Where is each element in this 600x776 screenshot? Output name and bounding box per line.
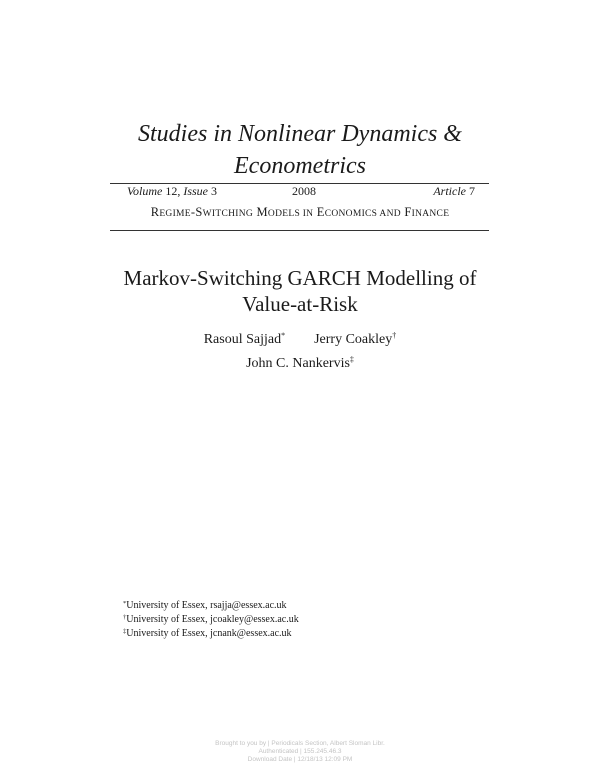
paper-title — [0, 265, 600, 317]
paper-title-line1: Markov-Switching GARCH Modelling of — [123, 266, 477, 290]
affiliation-text: University of Essex, jcnank@essex.ac.uk — [126, 628, 292, 639]
affiliation-text: University of Essex, jcoakley@essex.ac.uk — [126, 614, 299, 625]
series-w3-initial: M — [256, 205, 268, 219]
volume-number: 12 — [165, 184, 178, 198]
watermark-line3: Download Date | 12/18/13 12:09 PM — [247, 756, 353, 763]
series-w5-rest: INANCE — [411, 209, 450, 219]
series-w3-rest: ODELS IN — [267, 209, 314, 219]
series-w2-rest: WITCHING — [202, 209, 254, 219]
volume-issue: Volume 12, Issue 3 — [127, 184, 217, 198]
affiliation — [123, 624, 292, 641]
author-name: Rasoul Sajjad — [203, 332, 282, 347]
series-w1-initial: R — [150, 205, 160, 219]
series-w4-rest: CONOMICS AND — [324, 209, 401, 219]
article-value: 7 — [469, 184, 475, 198]
journal-title-line2: Econometrics — [234, 153, 366, 179]
author-name: Jerry Coakley — [314, 332, 393, 347]
affiliation-mark: ‡ — [123, 628, 127, 635]
authors-row-1 — [0, 331, 600, 348]
series-w5-initial: F — [404, 205, 412, 219]
author-name: John C. Nankervis — [246, 356, 350, 371]
issue-label: Issue — [183, 184, 208, 198]
series-title: REGIME-SWITCHING MODELS IN ECONOMICS AND FINANCE — [150, 205, 450, 219]
issue-number: 3 — [211, 184, 217, 198]
affiliation-text: University of Essex, rsajja@essex.ac.uk — [126, 600, 287, 611]
year: 2008 — [292, 184, 316, 198]
paper-title-line2: Value-at-Risk — [242, 292, 358, 316]
authors-row-2 — [0, 355, 600, 372]
bottom-rule — [110, 230, 489, 231]
author-mark: † — [392, 331, 397, 340]
download-watermark — [0, 740, 600, 764]
watermark-line2: Authenticated | 155.245.46.3 — [258, 748, 342, 755]
affiliation-mark: * — [123, 600, 127, 607]
volume-issue-row — [127, 184, 475, 198]
journal-title — [0, 118, 600, 182]
series-w2-initial: S — [195, 205, 203, 219]
series-w1-rest: EGIME — [159, 209, 191, 219]
article-label: Article — [433, 184, 466, 198]
article-number — [433, 184, 475, 198]
watermark-line1: Brought to you by | Periodicals Section, Albert Sloman Libr. — [215, 740, 385, 747]
series-w4-initial: E — [316, 205, 325, 219]
author-mark: * — [281, 331, 286, 340]
author-mark: ‡ — [349, 355, 354, 364]
affiliation-mark: † — [123, 614, 127, 621]
journal-title-line1: Studies in Nonlinear Dynamics & — [138, 121, 462, 147]
volume-label: Volume — [127, 184, 163, 198]
